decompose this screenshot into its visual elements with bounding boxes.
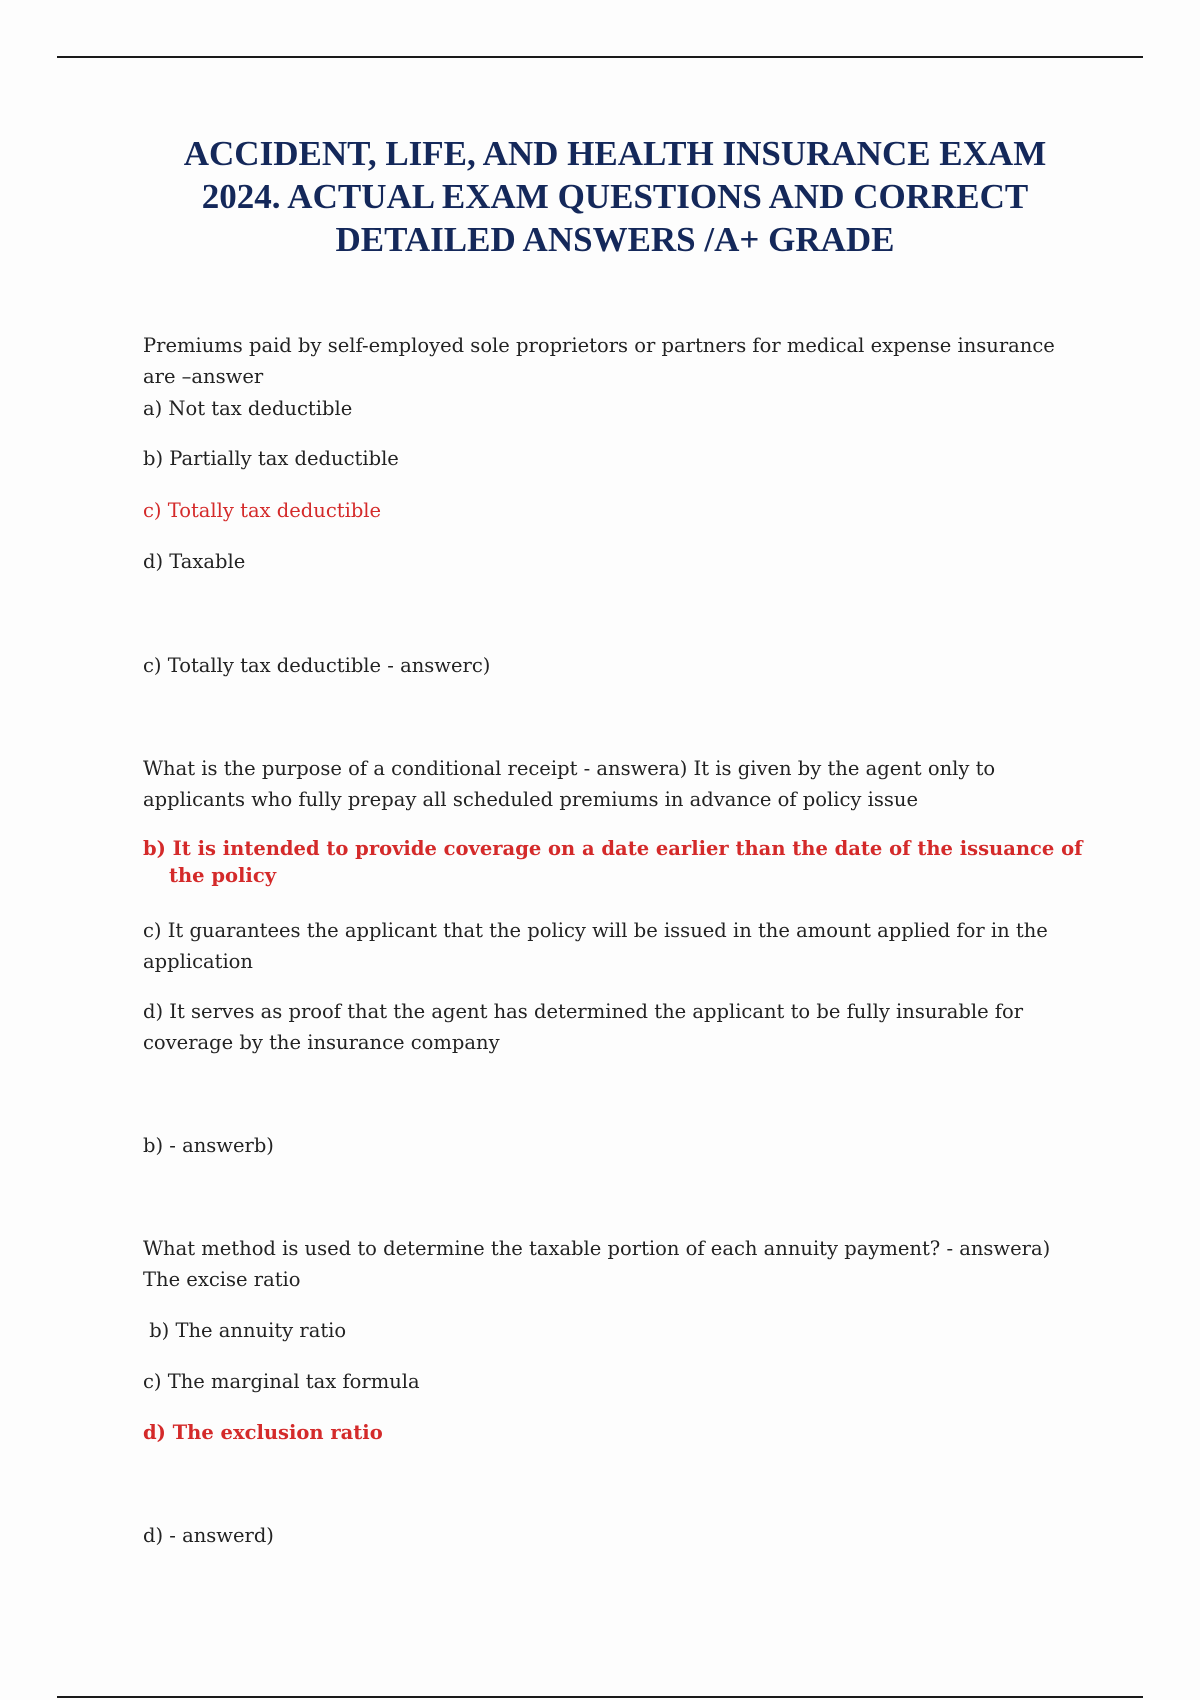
question-3-option-d-correct: d) The exclusion ratio xyxy=(143,1421,383,1444)
question-1-stem: Premiums paid by self-employed sole proprietors or partners for medical expense insurance are –answer xyxy=(143,334,1055,388)
question-1-option-a: a) Not tax deductible xyxy=(143,397,353,420)
question-2-stem: What is the purpose of a conditional receipt - answera) It is given by the agent only to applicants who fully prepay all scheduled premiums in advance of policy issue xyxy=(143,757,996,811)
question-2-option-d: d) It serves as proof that the agent has determined the applicant to be fully insurable for coverage by the insurance company xyxy=(143,1000,1024,1054)
question-2-answer: b) - answerb) xyxy=(143,1134,274,1157)
title-line: ACCIDENT, LIFE, AND HEALTH INSURANCE EXAM xyxy=(183,134,1047,173)
question-3-answer: d) - answerd) xyxy=(143,1524,274,1547)
question-3-option-c: c) The marginal tax formula xyxy=(143,1370,420,1393)
bottom-rule xyxy=(57,1696,1143,1698)
question-1-option-d: d) Taxable xyxy=(143,550,246,573)
question-2-option-b-correct: b) It is intended to provide coverage on a date earlier than the date of the issuance of the policy xyxy=(143,837,1083,887)
question-3-stem: What method is used to determine the taxable portion of each annuity payment? - answera) The excise ratio xyxy=(143,1237,1051,1291)
top-rule xyxy=(57,56,1143,58)
question-3-option-b: b) The annuity ratio xyxy=(143,1319,347,1342)
document-title xyxy=(120,132,1110,261)
question-1-option-b: b) Partially tax deductible xyxy=(143,447,399,470)
question-1-answer: c) Totally tax deductible - answerc) xyxy=(143,654,491,677)
question-2-option-c: c) It guarantees the applicant that the policy will be issued in the amount applied for in the application xyxy=(143,919,1048,973)
question-1-option-c-correct: c) Totally tax deductible xyxy=(143,499,382,522)
title-line: 2024. ACTUAL EXAM QUESTIONS AND CORRECT xyxy=(201,177,1029,216)
title-line: DETAILED ANSWERS /A+ GRADE xyxy=(335,220,895,259)
